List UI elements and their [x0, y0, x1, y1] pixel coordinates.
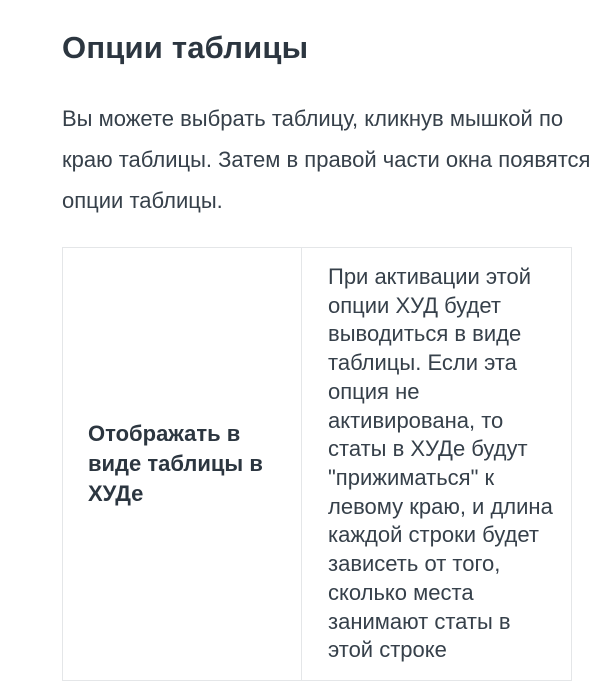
option-description-cell: При активации этой опции ХУД будет выводиться в виде таблицы. Если эта опция не активирована, то статы в ХУДе будут "прижиматься" к левому краю, и длина каждой строки будет зависеть от того, сколько места занимают статы в этой строке	[302, 248, 572, 681]
option-name-cell: Отображать в виде таблицы в ХУДе	[63, 248, 302, 681]
table-row	[63, 248, 572, 681]
section-title: Опции таблицы	[62, 30, 309, 65]
options-table	[62, 247, 572, 681]
intro-paragraph: Вы можете выбрать таблицу, кликнув мышкой по краю таблицы. Затем в правой части окна появятся опции таблицы.	[62, 106, 591, 213]
